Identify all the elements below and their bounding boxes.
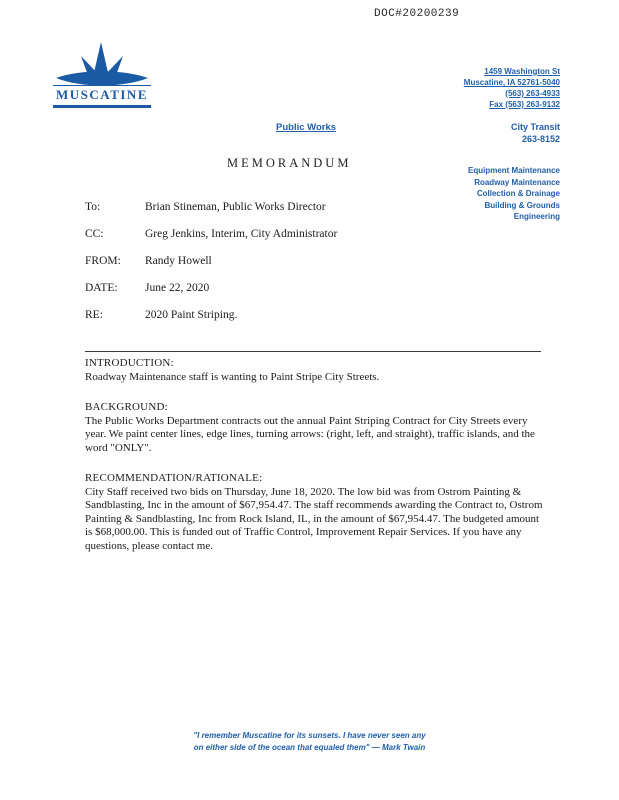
contact-line: 1459 Washington St xyxy=(484,67,560,76)
memo-title: MEMORANDUM xyxy=(227,156,352,170)
footer-quote-line2: on either side of the ocean that equaled them" — Mark Twain xyxy=(193,743,426,752)
service-item: Engineering xyxy=(513,212,560,221)
field-label: FROM: xyxy=(85,255,121,267)
service-item: Collection & Drainage xyxy=(476,189,560,198)
contact-block xyxy=(410,66,560,110)
field-value: Brian Stineman, Public Works Director xyxy=(145,201,326,213)
field-value: 2020 Paint Striping. xyxy=(145,309,238,321)
muscatine-logo xyxy=(53,42,151,108)
section-body: Roadway Maintenance staff is wanting to Paint Stripe City Streets. xyxy=(85,370,380,383)
field-label: To: xyxy=(85,201,101,213)
section-heading: RECOMMENDATION/RATIONALE: xyxy=(85,472,263,484)
contact-line: Muscatine, IA 52761-5040 xyxy=(463,78,560,87)
field-label: CC: xyxy=(85,228,104,240)
field-value: Greg Jenkins, Interim, City Administrator xyxy=(145,228,338,240)
contact-line: (563) 263-4933 xyxy=(505,89,560,98)
contact-line: Fax (563) 263-9132 xyxy=(489,100,560,109)
doc-number: DOC#20200239 xyxy=(374,8,460,20)
logo-name: MUSCATINE xyxy=(53,85,151,108)
service-item: Roadway Maintenance xyxy=(474,177,560,187)
divider-line xyxy=(85,351,541,352)
memo-field-re xyxy=(85,309,525,336)
section-body: The Public Works Department contracts out the annual Paint Striping Contract for City Streets every year. We paint center lines, edge lines, turning arrows: (right, left, and straight), traffic islands, and the word "ONLY". xyxy=(85,414,535,454)
footer-quote xyxy=(0,730,619,754)
memo-field-from xyxy=(85,255,525,282)
section-heading: BACKGROUND: xyxy=(85,401,168,413)
field-value: Randy Howell xyxy=(145,255,212,267)
department-label: Public Works xyxy=(276,122,337,133)
field-label: RE: xyxy=(85,309,103,321)
service-item: Equipment Maintenance xyxy=(467,166,560,175)
transit-label: City Transit xyxy=(510,122,560,132)
transit-phone: 263-8152 xyxy=(521,134,560,144)
section-body: City Staff received two bids on Thursday, June 18, 2020. The low bid was from Ostrom Painting & Sandblasting, Inc in the amount of $67,954.47. The staff recommends awarding the Contract to, Ostrom Painting & Sandblasting, Inc from Rock Island, IL, in the amount of $67,954.47. The budgeted amount is $68,000.00. This is funded out of Traffic Control, Improvement Repair Services. If you have any questions, please contact me. xyxy=(85,485,543,552)
field-label: DATE: xyxy=(85,282,118,294)
field-value: June 22, 2020 xyxy=(145,282,210,294)
section-recommendation xyxy=(85,472,547,553)
section-background xyxy=(85,401,547,455)
memo-body xyxy=(85,357,547,570)
memo-header-fields xyxy=(85,201,525,336)
service-item: Building & Grounds xyxy=(484,200,560,210)
memo-field-to xyxy=(85,201,525,228)
section-heading: INTRODUCTION: xyxy=(85,357,174,369)
memo-field-cc xyxy=(85,228,525,255)
footer-quote-line1: "I remember Muscatine for its sunsets. I have never seen any xyxy=(193,731,426,740)
section-introduction xyxy=(85,357,547,384)
muscatine-emblem-icon xyxy=(53,42,151,88)
transit-block xyxy=(410,121,560,145)
memo-field-date xyxy=(85,282,525,309)
